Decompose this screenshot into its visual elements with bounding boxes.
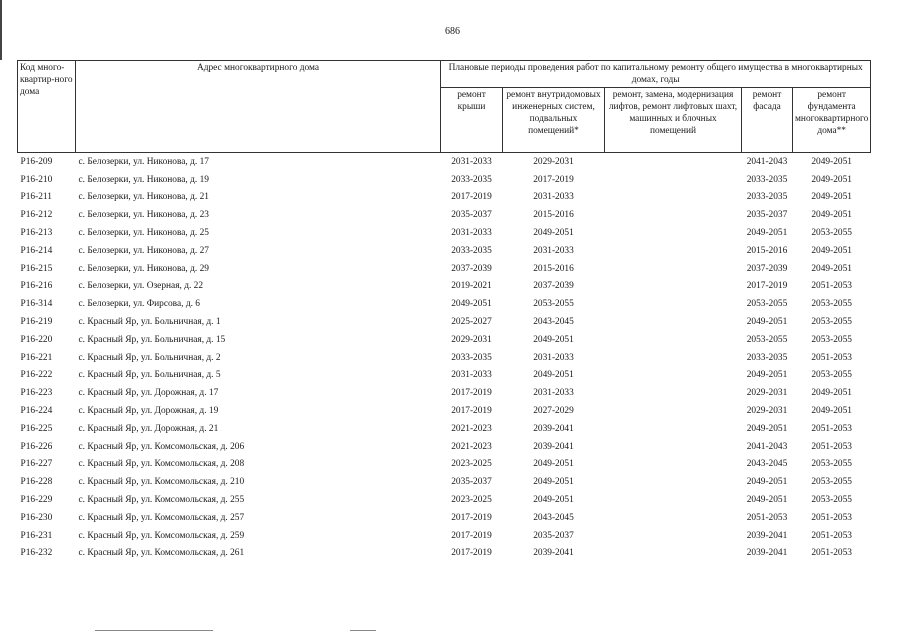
- table-row: [18, 278, 871, 296]
- cell-foundation: 2053-2055: [811, 228, 852, 239]
- cell-facade: 2049-2051: [746, 477, 788, 488]
- table-row: [18, 527, 871, 545]
- cell-elevators: [605, 206, 742, 224]
- cell-roof: 2025-2027: [451, 317, 492, 328]
- cell-foundation: 2049-2051: [811, 406, 852, 417]
- table-row: [18, 438, 871, 456]
- cell-elevators: [605, 189, 742, 207]
- table-row: [18, 545, 871, 563]
- cell-foundation: 2049-2051: [811, 263, 852, 274]
- cell-roof: 2017-2019: [451, 406, 492, 417]
- cell-address: с. Белозерки, ул. Никонова, д. 27: [78, 245, 209, 256]
- cell-elevators: [605, 153, 742, 171]
- cell-engineering: 2031-2033: [533, 192, 574, 203]
- cell-facade: 2053-2055: [746, 334, 788, 345]
- cell-address: с. Белозерки, ул. Никонова, д. 25: [78, 228, 209, 239]
- cell-facade: 2049-2051: [746, 370, 788, 381]
- table-row: [18, 331, 871, 349]
- table-row: [18, 171, 871, 189]
- cell-address: с. Красный Яр, ул. Больничная, д. 1: [78, 317, 221, 328]
- cell-engineering: 2043-2045: [533, 512, 574, 523]
- cell-code: P16-224: [20, 406, 53, 417]
- header-roof: ремонт крыши: [441, 88, 503, 153]
- cell-foundation: 2049-2051: [811, 156, 852, 167]
- cell-foundation: 2049-2051: [811, 245, 852, 256]
- cell-foundation: 2051-2053: [811, 548, 852, 559]
- cell-address: с. Красный Яр, ул. Больничная, д. 15: [78, 334, 226, 345]
- cell-elevators: [605, 278, 742, 296]
- cell-code: P16-210: [20, 174, 53, 185]
- cell-facade: 2039-2041: [746, 548, 788, 559]
- table-row: [18, 491, 871, 509]
- cell-engineering: 2031-2033: [533, 352, 574, 363]
- cell-address: с. Красный Яр, ул. Дорожная, д. 17: [78, 388, 219, 399]
- cell-engineering: 2039-2041: [533, 441, 574, 452]
- cell-facade: 2037-2039: [746, 263, 788, 274]
- cell-foundation: 2051-2053: [811, 352, 852, 363]
- cell-facade: 2029-2031: [746, 406, 788, 417]
- cell-foundation: 2051-2053: [811, 530, 852, 541]
- cell-roof: 2017-2019: [451, 548, 492, 559]
- cell-code: P16-213: [20, 228, 53, 239]
- cell-foundation: 2049-2051: [811, 388, 852, 399]
- table-row: [18, 402, 871, 420]
- cell-roof: 2017-2019: [451, 192, 492, 203]
- cell-code: P16-230: [20, 512, 53, 523]
- cell-engineering: 2049-2051: [533, 228, 574, 239]
- cell-facade: 2049-2051: [746, 423, 788, 434]
- cell-code: P16-212: [20, 210, 53, 221]
- cell-elevators: [605, 402, 742, 420]
- cell-engineering: 2049-2051: [533, 459, 574, 470]
- header-elevators: ремонт, замена, модернизация лифтов, ремонт лифтовых шахт, машинных и блочных помещений: [605, 88, 742, 153]
- cell-address: с. Красный Яр, ул. Комсомольская, д. 259: [78, 530, 245, 541]
- cell-roof: 2033-2035: [451, 245, 492, 256]
- cell-engineering: 2017-2019: [533, 174, 574, 185]
- cell-code: P16-225: [20, 423, 53, 434]
- footnote-divider: [350, 630, 376, 631]
- cell-foundation: 2053-2055: [811, 477, 852, 488]
- cell-roof: 2019-2021: [451, 281, 492, 292]
- cell-facade: 2049-2051: [746, 317, 788, 328]
- cell-elevators: [605, 545, 742, 563]
- cell-engineering: 2035-2037: [533, 530, 574, 541]
- cell-facade: 2049-2051: [746, 228, 788, 239]
- cell-facade: 2033-2035: [746, 352, 788, 363]
- cell-engineering: 2053-2055: [533, 299, 574, 310]
- cell-elevators: [605, 509, 742, 527]
- cell-engineering: 2049-2051: [533, 370, 574, 381]
- cell-roof: 2023-2025: [451, 495, 492, 506]
- cell-roof: 2021-2023: [451, 423, 492, 434]
- cell-code: P16-222: [20, 370, 53, 381]
- cell-elevators: [605, 438, 742, 456]
- cell-elevators: [605, 420, 742, 438]
- cell-address: с. Белозерки, ул. Никонова, д. 29: [78, 263, 209, 274]
- cell-foundation: 2051-2053: [811, 423, 852, 434]
- cell-code: P16-221: [20, 352, 53, 363]
- cell-roof: 2029-2031: [451, 334, 492, 345]
- cell-facade: 2029-2031: [746, 388, 788, 399]
- cell-foundation: 2053-2055: [811, 334, 852, 345]
- cell-address: с. Белозерки, ул. Фирсова, д. 6: [78, 299, 200, 310]
- header-group: Плановые периоды проведения работ по капитальному ремонту общего имущества в многоквартирных домах, годы: [441, 61, 871, 88]
- cell-engineering: 2015-2016: [533, 263, 574, 274]
- cell-code: P16-228: [20, 477, 53, 488]
- cell-address: с. Белозерки, ул. Никонова, д. 21: [78, 192, 209, 203]
- cell-facade: 2017-2019: [746, 281, 788, 292]
- cell-roof: 2017-2019: [451, 388, 492, 399]
- cell-code: P16-215: [20, 263, 53, 274]
- cell-facade: 2033-2035: [746, 174, 788, 185]
- cell-address: с. Красный Яр, ул. Комсомольская, д. 210: [78, 477, 245, 488]
- cell-elevators: [605, 456, 742, 474]
- page-number: 686: [445, 26, 460, 37]
- cell-code: P16-231: [20, 530, 53, 541]
- table-row: [18, 189, 871, 207]
- cell-elevators: [605, 473, 742, 491]
- header-engineering: ремонт внутридомовых инженерных систем, подвальных помещений*: [503, 88, 605, 153]
- cell-facade: 2039-2041: [746, 530, 788, 541]
- table-row: [18, 224, 871, 242]
- table-row: [18, 456, 871, 474]
- cell-engineering: 2039-2041: [533, 548, 574, 559]
- cell-address: с. Белозерки, ул. Никонова, д. 17: [78, 156, 209, 167]
- cell-address: с. Красный Яр, ул. Дорожная, д. 19: [78, 406, 219, 417]
- table-row: [18, 420, 871, 438]
- cell-foundation: 2049-2051: [811, 192, 852, 203]
- cell-roof: 2031-2033: [451, 370, 492, 381]
- cell-foundation: 2051-2053: [811, 512, 852, 523]
- cell-facade: 2041-2043: [746, 441, 788, 452]
- cell-foundation: 2053-2055: [811, 317, 852, 328]
- cell-foundation: 2051-2053: [811, 441, 852, 452]
- cell-engineering: 2015-2016: [533, 210, 574, 221]
- cell-elevators: [605, 260, 742, 278]
- cell-roof: 2031-2033: [451, 156, 492, 167]
- cell-roof: 2023-2025: [451, 459, 492, 470]
- cell-engineering: 2031-2033: [533, 245, 574, 256]
- cell-engineering: 2049-2051: [533, 334, 574, 345]
- cell-address: с. Красный Яр, ул. Дорожная, д. 21: [78, 423, 219, 434]
- cell-elevators: [605, 527, 742, 545]
- cell-address: с. Красный Яр, ул. Больничная, д. 2: [78, 352, 221, 363]
- cell-code: P16-219: [20, 317, 53, 328]
- cell-roof: 2033-2035: [451, 352, 492, 363]
- table-row: [18, 242, 871, 260]
- cell-foundation: 2053-2055: [811, 299, 852, 310]
- cell-elevators: [605, 224, 742, 242]
- cell-foundation: 2053-2055: [811, 495, 852, 506]
- cell-code: P16-209: [20, 156, 53, 167]
- cell-elevators: [605, 171, 742, 189]
- cell-code: P16-229: [20, 495, 53, 506]
- table-row: [18, 384, 871, 402]
- cell-roof: 2017-2019: [451, 530, 492, 541]
- cell-foundation: 2049-2051: [811, 210, 852, 221]
- cell-engineering: 2049-2051: [533, 477, 574, 488]
- header-foundation: ремонт фундамента многоквартирного дома**: [793, 88, 871, 153]
- cell-facade: 2015-2016: [746, 245, 788, 256]
- cell-address: с. Красный Яр, ул. Комсомольская, д. 206: [78, 441, 245, 452]
- cell-address: с. Красный Яр, ул. Комсомольская, д. 261: [78, 548, 245, 559]
- table-row: [18, 367, 871, 385]
- cell-elevators: [605, 242, 742, 260]
- cell-code: P16-216: [20, 281, 53, 292]
- header-facade: ремонт фасада: [742, 88, 793, 153]
- cell-engineering: 2029-2031: [533, 156, 574, 167]
- cell-facade: 2049-2051: [746, 495, 788, 506]
- cell-roof: 2031-2033: [451, 228, 492, 239]
- cell-address: с. Красный Яр, ул. Больничная, д. 5: [78, 370, 221, 381]
- cell-engineering: 2049-2051: [533, 495, 574, 506]
- footnote-divider: [95, 630, 213, 631]
- cell-facade: 2043-2045: [746, 459, 788, 470]
- cell-engineering: 2027-2029: [533, 406, 574, 417]
- cell-facade: 2033-2035: [746, 192, 788, 203]
- cell-roof: 2017-2019: [451, 512, 492, 523]
- cell-elevators: [605, 491, 742, 509]
- cell-address: с. Красный Яр, ул. Комсомольская, д. 257: [78, 512, 245, 523]
- table-header: [18, 61, 871, 153]
- cell-address: с. Белозерки, ул. Никонова, д. 23: [78, 210, 209, 221]
- cell-engineering: 2031-2033: [533, 388, 574, 399]
- cell-code: P16-211: [20, 192, 52, 203]
- cell-code: P16-214: [20, 245, 53, 256]
- cell-address: с. Красный Яр, ул. Комсомольская, д. 208: [78, 459, 245, 470]
- cell-foundation: 2053-2055: [811, 459, 852, 470]
- table-row: [18, 473, 871, 491]
- cell-address: с. Белозерки, ул. Никонова, д. 19: [78, 174, 209, 185]
- cell-code: P16-226: [20, 441, 53, 452]
- cell-code: P16-220: [20, 334, 53, 345]
- cell-facade: 2051-2053: [746, 512, 788, 523]
- cell-roof: 2035-2037: [451, 210, 492, 221]
- table-row: [18, 313, 871, 331]
- cell-engineering: 2043-2045: [533, 317, 574, 328]
- table-row: [18, 295, 871, 313]
- table-row: [18, 349, 871, 367]
- cell-foundation: 2053-2055: [811, 370, 852, 381]
- cell-foundation: 2051-2053: [811, 281, 852, 292]
- cell-address: с. Красный Яр, ул. Комсомольская, д. 255: [78, 495, 245, 506]
- cell-roof: 2049-2051: [451, 299, 492, 310]
- cell-foundation: 2049-2051: [811, 174, 852, 185]
- cell-roof: 2021-2023: [451, 441, 492, 452]
- cell-elevators: [605, 331, 742, 349]
- header-address: Адрес многоквартирного дома: [76, 61, 441, 153]
- table-row: [18, 206, 871, 224]
- table-row: [18, 153, 871, 171]
- table-row: [18, 260, 871, 278]
- capital-repair-table: [17, 60, 871, 562]
- cell-facade: 2053-2055: [746, 299, 788, 310]
- cell-elevators: [605, 313, 742, 331]
- cell-roof: 2033-2035: [451, 174, 492, 185]
- cell-code: P16-223: [20, 388, 53, 399]
- table-row: [18, 509, 871, 527]
- cell-elevators: [605, 295, 742, 313]
- cell-facade: 2035-2037: [746, 210, 788, 221]
- cell-code: P16-227: [20, 459, 53, 470]
- cell-engineering: 2037-2039: [533, 281, 574, 292]
- cell-engineering: 2039-2041: [533, 423, 574, 434]
- cell-address: с. Белозерки, ул. Озерная, д. 22: [78, 281, 204, 292]
- cell-roof: 2035-2037: [451, 477, 492, 488]
- cell-code: P16-232: [20, 548, 53, 559]
- cell-code: P16-314: [20, 299, 53, 310]
- cell-elevators: [605, 384, 742, 402]
- table-body: [18, 153, 871, 563]
- cell-elevators: [605, 349, 742, 367]
- cell-elevators: [605, 367, 742, 385]
- cell-facade: 2041-2043: [746, 156, 788, 167]
- header-code: Код много-квартир-ного дома: [18, 61, 76, 153]
- cell-roof: 2037-2039: [451, 263, 492, 274]
